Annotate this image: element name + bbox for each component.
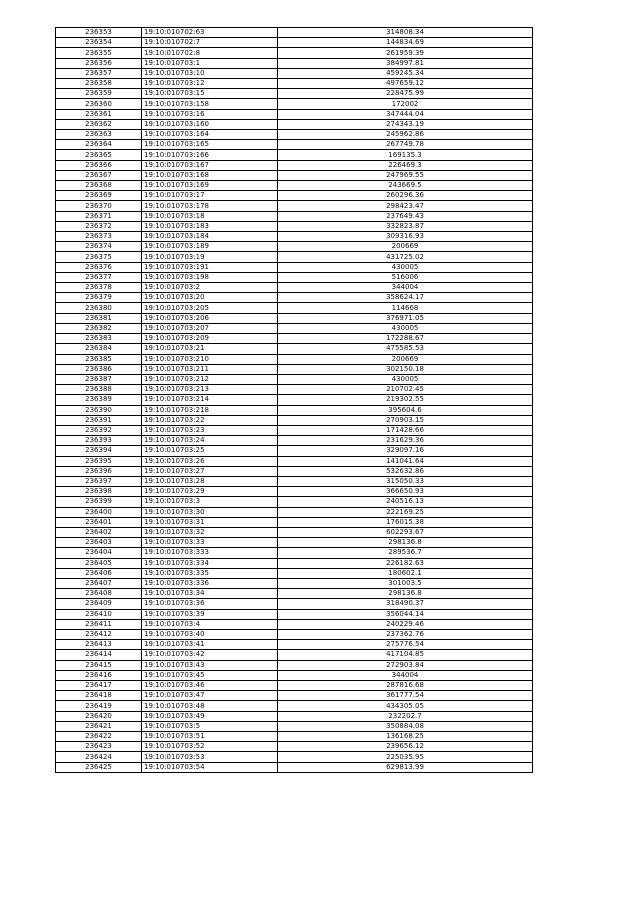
row-number-cell: 236394 xyxy=(56,446,142,456)
row-number-cell: 236423 xyxy=(56,742,142,752)
table-row xyxy=(56,619,533,629)
amount-cell: 315050.33 xyxy=(278,476,533,486)
table-row xyxy=(56,201,533,211)
amount-cell: 459245.34 xyxy=(278,68,533,78)
cadastral-number-cell: 19:10:010703:22 xyxy=(142,415,278,425)
amount-cell: 417104.85 xyxy=(278,650,533,660)
table-row xyxy=(56,68,533,78)
table-row xyxy=(56,762,533,772)
amount-cell: 302150.18 xyxy=(278,364,533,374)
row-number-cell: 236422 xyxy=(56,732,142,742)
cadastral-number-cell: 19:10:010703:336 xyxy=(142,578,278,588)
cadastral-number-cell: 19:10:010703:160 xyxy=(142,119,278,129)
row-number-cell: 236393 xyxy=(56,436,142,446)
amount-cell: 532632.86 xyxy=(278,466,533,476)
row-number-cell: 236365 xyxy=(56,150,142,160)
amount-cell: 114668 xyxy=(278,303,533,313)
table-row xyxy=(56,548,533,558)
row-number-cell: 236404 xyxy=(56,548,142,558)
amount-cell: 430005 xyxy=(278,323,533,333)
cadastral-number-cell: 19:10:010703:32 xyxy=(142,527,278,537)
amount-cell: 261959.39 xyxy=(278,48,533,58)
table-row xyxy=(56,344,533,354)
amount-cell: 344004 xyxy=(278,283,533,293)
table-body xyxy=(56,28,533,773)
table-row xyxy=(56,660,533,670)
amount-cell: 431725.02 xyxy=(278,252,533,262)
row-number-cell: 236398 xyxy=(56,487,142,497)
table-row xyxy=(56,334,533,344)
row-number-cell: 236369 xyxy=(56,191,142,201)
table-row xyxy=(56,38,533,48)
row-number-cell: 236414 xyxy=(56,650,142,660)
cadastral-number-cell: 19:10:010703:205 xyxy=(142,303,278,313)
amount-cell: 226182.63 xyxy=(278,558,533,568)
table-row xyxy=(56,691,533,701)
amount-cell: 298136.8 xyxy=(278,589,533,599)
row-number-cell: 236380 xyxy=(56,303,142,313)
row-number-cell: 236419 xyxy=(56,701,142,711)
row-number-cell: 236367 xyxy=(56,170,142,180)
cadastral-number-cell: 19:10:010703:16 xyxy=(142,109,278,119)
cadastral-number-cell: 19:10:010703:47 xyxy=(142,691,278,701)
table-row xyxy=(56,640,533,650)
cadastral-number-cell: 19:10:010703:214 xyxy=(142,395,278,405)
amount-cell: 231629.36 xyxy=(278,436,533,446)
row-number-cell: 236407 xyxy=(56,578,142,588)
amount-cell: 475585.53 xyxy=(278,344,533,354)
row-number-cell: 236353 xyxy=(56,28,142,38)
cadastral-number-cell: 19:10:010703:218 xyxy=(142,405,278,415)
row-number-cell: 236415 xyxy=(56,660,142,670)
cadastral-number-cell: 19:10:010703:3 xyxy=(142,497,278,507)
amount-cell: 260296.36 xyxy=(278,191,533,201)
cadastral-number-cell: 19:10:010703:43 xyxy=(142,660,278,670)
row-number-cell: 236392 xyxy=(56,425,142,435)
table-row xyxy=(56,272,533,282)
table-row xyxy=(56,568,533,578)
table-row xyxy=(56,742,533,752)
row-number-cell: 236377 xyxy=(56,272,142,282)
table-row xyxy=(56,385,533,395)
amount-cell: 366650.93 xyxy=(278,487,533,497)
cadastral-number-cell: 19:10:010703:198 xyxy=(142,272,278,282)
amount-cell: 245962.86 xyxy=(278,130,533,140)
table-row xyxy=(56,130,533,140)
cadastral-number-cell: 19:10:010703:25 xyxy=(142,446,278,456)
amount-cell: 243669.5 xyxy=(278,181,533,191)
row-number-cell: 236425 xyxy=(56,762,142,772)
row-number-cell: 236395 xyxy=(56,456,142,466)
row-number-cell: 236409 xyxy=(56,599,142,609)
table-row xyxy=(56,497,533,507)
amount-cell: 219302.55 xyxy=(278,395,533,405)
amount-cell: 228475.99 xyxy=(278,89,533,99)
table-row xyxy=(56,374,533,384)
amount-cell: 602293.67 xyxy=(278,527,533,537)
table-row xyxy=(56,211,533,221)
table-row xyxy=(56,232,533,242)
row-number-cell: 236363 xyxy=(56,130,142,140)
table-row xyxy=(56,58,533,68)
amount-cell: 309316.93 xyxy=(278,232,533,242)
row-number-cell: 236405 xyxy=(56,558,142,568)
cadastral-number-cell: 19:10:010703:158 xyxy=(142,99,278,109)
table-row xyxy=(56,79,533,89)
table-row xyxy=(56,160,533,170)
amount-cell: 210702.45 xyxy=(278,385,533,395)
table-row xyxy=(56,681,533,691)
table-row xyxy=(56,140,533,150)
row-number-cell: 236354 xyxy=(56,38,142,48)
cadastral-number-cell: 19:10:010703:52 xyxy=(142,742,278,752)
table-row xyxy=(56,170,533,180)
amount-cell: 136168.25 xyxy=(278,732,533,742)
row-number-cell: 236355 xyxy=(56,48,142,58)
cadastral-number-cell: 19:10:010703:334 xyxy=(142,558,278,568)
amount-cell: 274343.19 xyxy=(278,119,533,129)
amount-cell: 144834.69 xyxy=(278,38,533,48)
table-row xyxy=(56,527,533,537)
amount-cell: 497659.12 xyxy=(278,79,533,89)
amount-cell: 141041.64 xyxy=(278,456,533,466)
cadastral-number-cell: 19:10:010703:49 xyxy=(142,711,278,721)
table-row xyxy=(56,119,533,129)
cadastral-number-cell: 19:10:010703:53 xyxy=(142,752,278,762)
row-number-cell: 236366 xyxy=(56,160,142,170)
amount-cell: 384997.81 xyxy=(278,58,533,68)
cadastral-number-cell: 19:10:010703:166 xyxy=(142,150,278,160)
amount-cell: 270903.15 xyxy=(278,415,533,425)
cadastral-number-cell: 19:10:010703:41 xyxy=(142,640,278,650)
row-number-cell: 236386 xyxy=(56,364,142,374)
cadastral-number-cell: 19:10:010703:206 xyxy=(142,313,278,323)
amount-cell: 332823.87 xyxy=(278,221,533,231)
row-number-cell: 236416 xyxy=(56,670,142,680)
table-row xyxy=(56,395,533,405)
row-number-cell: 236400 xyxy=(56,507,142,517)
cadastral-number-cell: 19:10:010703:5 xyxy=(142,721,278,731)
amount-cell: 275776.54 xyxy=(278,640,533,650)
amount-cell: 347444.04 xyxy=(278,109,533,119)
amount-cell: 430005 xyxy=(278,374,533,384)
amount-cell: 358624.17 xyxy=(278,293,533,303)
amount-cell: 222169.25 xyxy=(278,507,533,517)
amount-cell: 232202.7 xyxy=(278,711,533,721)
row-number-cell: 236374 xyxy=(56,242,142,252)
table-row xyxy=(56,425,533,435)
amount-cell: 376971.05 xyxy=(278,313,533,323)
cadastral-number-cell: 19:10:010703:191 xyxy=(142,262,278,272)
amount-cell: 239656.12 xyxy=(278,742,533,752)
amount-cell: 171428.66 xyxy=(278,425,533,435)
cadastral-number-cell: 19:10:010702:63 xyxy=(142,28,278,38)
table-row xyxy=(56,517,533,527)
cadastral-number-cell: 19:10:010703:333 xyxy=(142,548,278,558)
cadastral-number-cell: 19:10:010703:165 xyxy=(142,140,278,150)
cadastral-number-cell: 19:10:010703:29 xyxy=(142,487,278,497)
amount-cell: 629813.99 xyxy=(278,762,533,772)
table-row xyxy=(56,313,533,323)
table-row xyxy=(56,466,533,476)
cadastral-number-cell: 19:10:010703:211 xyxy=(142,364,278,374)
cadastral-number-cell: 19:10:010703:27 xyxy=(142,466,278,476)
amount-cell: 289536.7 xyxy=(278,548,533,558)
row-number-cell: 236389 xyxy=(56,395,142,405)
row-number-cell: 236410 xyxy=(56,609,142,619)
cadastral-number-cell: 19:10:010703:54 xyxy=(142,762,278,772)
table-row xyxy=(56,609,533,619)
cadastral-number-cell: 19:10:010703:209 xyxy=(142,334,278,344)
cadastral-number-cell: 19:10:010703:12 xyxy=(142,79,278,89)
amount-cell: 237362.76 xyxy=(278,629,533,639)
table-row xyxy=(56,589,533,599)
table-row xyxy=(56,732,533,742)
data-table xyxy=(55,27,533,773)
cadastral-number-cell: 19:10:010703:1 xyxy=(142,58,278,68)
cadastral-number-cell: 19:10:010703:183 xyxy=(142,221,278,231)
cadastral-number-cell: 19:10:010703:26 xyxy=(142,456,278,466)
row-number-cell: 236383 xyxy=(56,334,142,344)
cadastral-number-cell: 19:10:010703:17 xyxy=(142,191,278,201)
table-row xyxy=(56,701,533,711)
cadastral-number-cell: 19:10:010703:24 xyxy=(142,436,278,446)
amount-cell: 356044.14 xyxy=(278,609,533,619)
cadastral-number-cell: 19:10:010703:2 xyxy=(142,283,278,293)
amount-cell: 225035.95 xyxy=(278,752,533,762)
table-row xyxy=(56,752,533,762)
row-number-cell: 236402 xyxy=(56,527,142,537)
cadastral-number-cell: 19:10:010703:4 xyxy=(142,619,278,629)
amount-cell: 180602.1 xyxy=(278,568,533,578)
table-row xyxy=(56,99,533,109)
cadastral-number-cell: 19:10:010703:20 xyxy=(142,293,278,303)
cadastral-number-cell: 19:10:010702:8 xyxy=(142,48,278,58)
row-number-cell: 236401 xyxy=(56,517,142,527)
row-number-cell: 236403 xyxy=(56,538,142,548)
cadastral-number-cell: 19:10:010703:210 xyxy=(142,354,278,364)
row-number-cell: 236361 xyxy=(56,109,142,119)
row-number-cell: 236371 xyxy=(56,211,142,221)
row-number-cell: 236362 xyxy=(56,119,142,129)
table-row xyxy=(56,711,533,721)
table-row xyxy=(56,262,533,272)
table-row xyxy=(56,476,533,486)
cadastral-number-cell: 19:10:010703:15 xyxy=(142,89,278,99)
table-row xyxy=(56,221,533,231)
table-row xyxy=(56,415,533,425)
table-row xyxy=(56,436,533,446)
cadastral-number-cell: 19:10:010703:48 xyxy=(142,701,278,711)
row-number-cell: 236424 xyxy=(56,752,142,762)
table-row xyxy=(56,446,533,456)
table-row xyxy=(56,558,533,568)
cadastral-number-cell: 19:10:010703:36 xyxy=(142,599,278,609)
amount-cell: 298136.8 xyxy=(278,538,533,548)
amount-cell: 172002 xyxy=(278,99,533,109)
cadastral-number-cell: 19:10:010702:7 xyxy=(142,38,278,48)
table-row xyxy=(56,487,533,497)
amount-cell: 434305.05 xyxy=(278,701,533,711)
amount-cell: 298423.47 xyxy=(278,201,533,211)
amount-cell: 287816.68 xyxy=(278,681,533,691)
cadastral-number-cell: 19:10:010703:167 xyxy=(142,160,278,170)
cadastral-number-cell: 19:10:010703:28 xyxy=(142,476,278,486)
cadastral-number-cell: 19:10:010703:21 xyxy=(142,344,278,354)
amount-cell: 200669 xyxy=(278,354,533,364)
cadastral-number-cell: 19:10:010703:34 xyxy=(142,589,278,599)
amount-cell: 176015.38 xyxy=(278,517,533,527)
cadastral-number-cell: 19:10:010703:45 xyxy=(142,670,278,680)
cadastral-number-cell: 19:10:010703:10 xyxy=(142,68,278,78)
row-number-cell: 236359 xyxy=(56,89,142,99)
table-row xyxy=(56,354,533,364)
row-number-cell: 236356 xyxy=(56,58,142,68)
table-row xyxy=(56,181,533,191)
row-number-cell: 236406 xyxy=(56,568,142,578)
row-number-cell: 236358 xyxy=(56,79,142,89)
table-row xyxy=(56,109,533,119)
row-number-cell: 236421 xyxy=(56,721,142,731)
table-row xyxy=(56,283,533,293)
table-row xyxy=(56,150,533,160)
amount-cell: 169135.3 xyxy=(278,150,533,160)
cadastral-number-cell: 19:10:010703:33 xyxy=(142,538,278,548)
amount-cell: 200669 xyxy=(278,242,533,252)
row-number-cell: 236373 xyxy=(56,232,142,242)
amount-cell: 301003.5 xyxy=(278,578,533,588)
table-row xyxy=(56,242,533,252)
table-row xyxy=(56,650,533,660)
cadastral-number-cell: 19:10:010703:30 xyxy=(142,507,278,517)
row-number-cell: 236360 xyxy=(56,99,142,109)
amount-cell: 516006 xyxy=(278,272,533,282)
table-row xyxy=(56,364,533,374)
amount-cell: 267749.78 xyxy=(278,140,533,150)
cadastral-number-cell: 19:10:010703:213 xyxy=(142,385,278,395)
row-number-cell: 236378 xyxy=(56,283,142,293)
table-row xyxy=(56,89,533,99)
row-number-cell: 236379 xyxy=(56,293,142,303)
cadastral-number-cell: 19:10:010703:18 xyxy=(142,211,278,221)
amount-cell: 361777.54 xyxy=(278,691,533,701)
amount-cell: 314808.34 xyxy=(278,28,533,38)
row-number-cell: 236381 xyxy=(56,313,142,323)
row-number-cell: 236368 xyxy=(56,181,142,191)
row-number-cell: 236372 xyxy=(56,221,142,231)
amount-cell: 318490.37 xyxy=(278,599,533,609)
cadastral-number-cell: 19:10:010703:335 xyxy=(142,568,278,578)
cadastral-number-cell: 19:10:010703:31 xyxy=(142,517,278,527)
cadastral-number-cell: 19:10:010703:40 xyxy=(142,629,278,639)
amount-cell: 430005 xyxy=(278,262,533,272)
row-number-cell: 236408 xyxy=(56,589,142,599)
cadastral-number-cell: 19:10:010703:168 xyxy=(142,170,278,180)
table-row xyxy=(56,28,533,38)
table-row xyxy=(56,191,533,201)
cadastral-number-cell: 19:10:010703:184 xyxy=(142,232,278,242)
row-number-cell: 236411 xyxy=(56,619,142,629)
amount-cell: 247969.55 xyxy=(278,170,533,180)
row-number-cell: 236357 xyxy=(56,68,142,78)
table-row xyxy=(56,323,533,333)
cadastral-number-cell: 19:10:010703:212 xyxy=(142,374,278,384)
table-row xyxy=(56,507,533,517)
row-number-cell: 236387 xyxy=(56,374,142,384)
row-number-cell: 236375 xyxy=(56,252,142,262)
cadastral-number-cell: 19:10:010703:169 xyxy=(142,181,278,191)
table-row xyxy=(56,303,533,313)
table-row xyxy=(56,670,533,680)
row-number-cell: 236388 xyxy=(56,385,142,395)
table-row xyxy=(56,599,533,609)
row-number-cell: 236382 xyxy=(56,323,142,333)
cadastral-number-cell: 19:10:010703:23 xyxy=(142,425,278,435)
row-number-cell: 236413 xyxy=(56,640,142,650)
row-number-cell: 236376 xyxy=(56,262,142,272)
row-number-cell: 236420 xyxy=(56,711,142,721)
cadastral-number-cell: 19:10:010703:51 xyxy=(142,732,278,742)
cadastral-number-cell: 19:10:010703:46 xyxy=(142,681,278,691)
amount-cell: 226469.3 xyxy=(278,160,533,170)
row-number-cell: 236397 xyxy=(56,476,142,486)
table-row xyxy=(56,578,533,588)
amount-cell: 240516.13 xyxy=(278,497,533,507)
cadastral-number-cell: 19:10:010703:19 xyxy=(142,252,278,262)
row-number-cell: 236399 xyxy=(56,497,142,507)
row-number-cell: 236391 xyxy=(56,415,142,425)
cadastral-number-cell: 19:10:010703:164 xyxy=(142,130,278,140)
cadastral-number-cell: 19:10:010703:189 xyxy=(142,242,278,252)
cadastral-number-cell: 19:10:010703:42 xyxy=(142,650,278,660)
amount-cell: 237649.43 xyxy=(278,211,533,221)
amount-cell: 350884.08 xyxy=(278,721,533,731)
row-number-cell: 236418 xyxy=(56,691,142,701)
table-row xyxy=(56,538,533,548)
cadastral-number-cell: 19:10:010703:178 xyxy=(142,201,278,211)
row-number-cell: 236385 xyxy=(56,354,142,364)
row-number-cell: 236412 xyxy=(56,629,142,639)
row-number-cell: 236364 xyxy=(56,140,142,150)
document-page xyxy=(55,27,532,773)
cadastral-number-cell: 19:10:010703:39 xyxy=(142,609,278,619)
amount-cell: 344004 xyxy=(278,670,533,680)
row-number-cell: 236417 xyxy=(56,681,142,691)
table-row xyxy=(56,252,533,262)
table-row xyxy=(56,293,533,303)
row-number-cell: 236396 xyxy=(56,466,142,476)
cadastral-number-cell: 19:10:010703:207 xyxy=(142,323,278,333)
table-row xyxy=(56,456,533,466)
table-row xyxy=(56,48,533,58)
amount-cell: 329097.16 xyxy=(278,446,533,456)
table-row xyxy=(56,629,533,639)
row-number-cell: 236384 xyxy=(56,344,142,354)
amount-cell: 272903.84 xyxy=(278,660,533,670)
table-row xyxy=(56,721,533,731)
row-number-cell: 236370 xyxy=(56,201,142,211)
amount-cell: 172288.67 xyxy=(278,334,533,344)
amount-cell: 395604.6 xyxy=(278,405,533,415)
amount-cell: 240229.46 xyxy=(278,619,533,629)
row-number-cell: 236390 xyxy=(56,405,142,415)
table-row xyxy=(56,405,533,415)
